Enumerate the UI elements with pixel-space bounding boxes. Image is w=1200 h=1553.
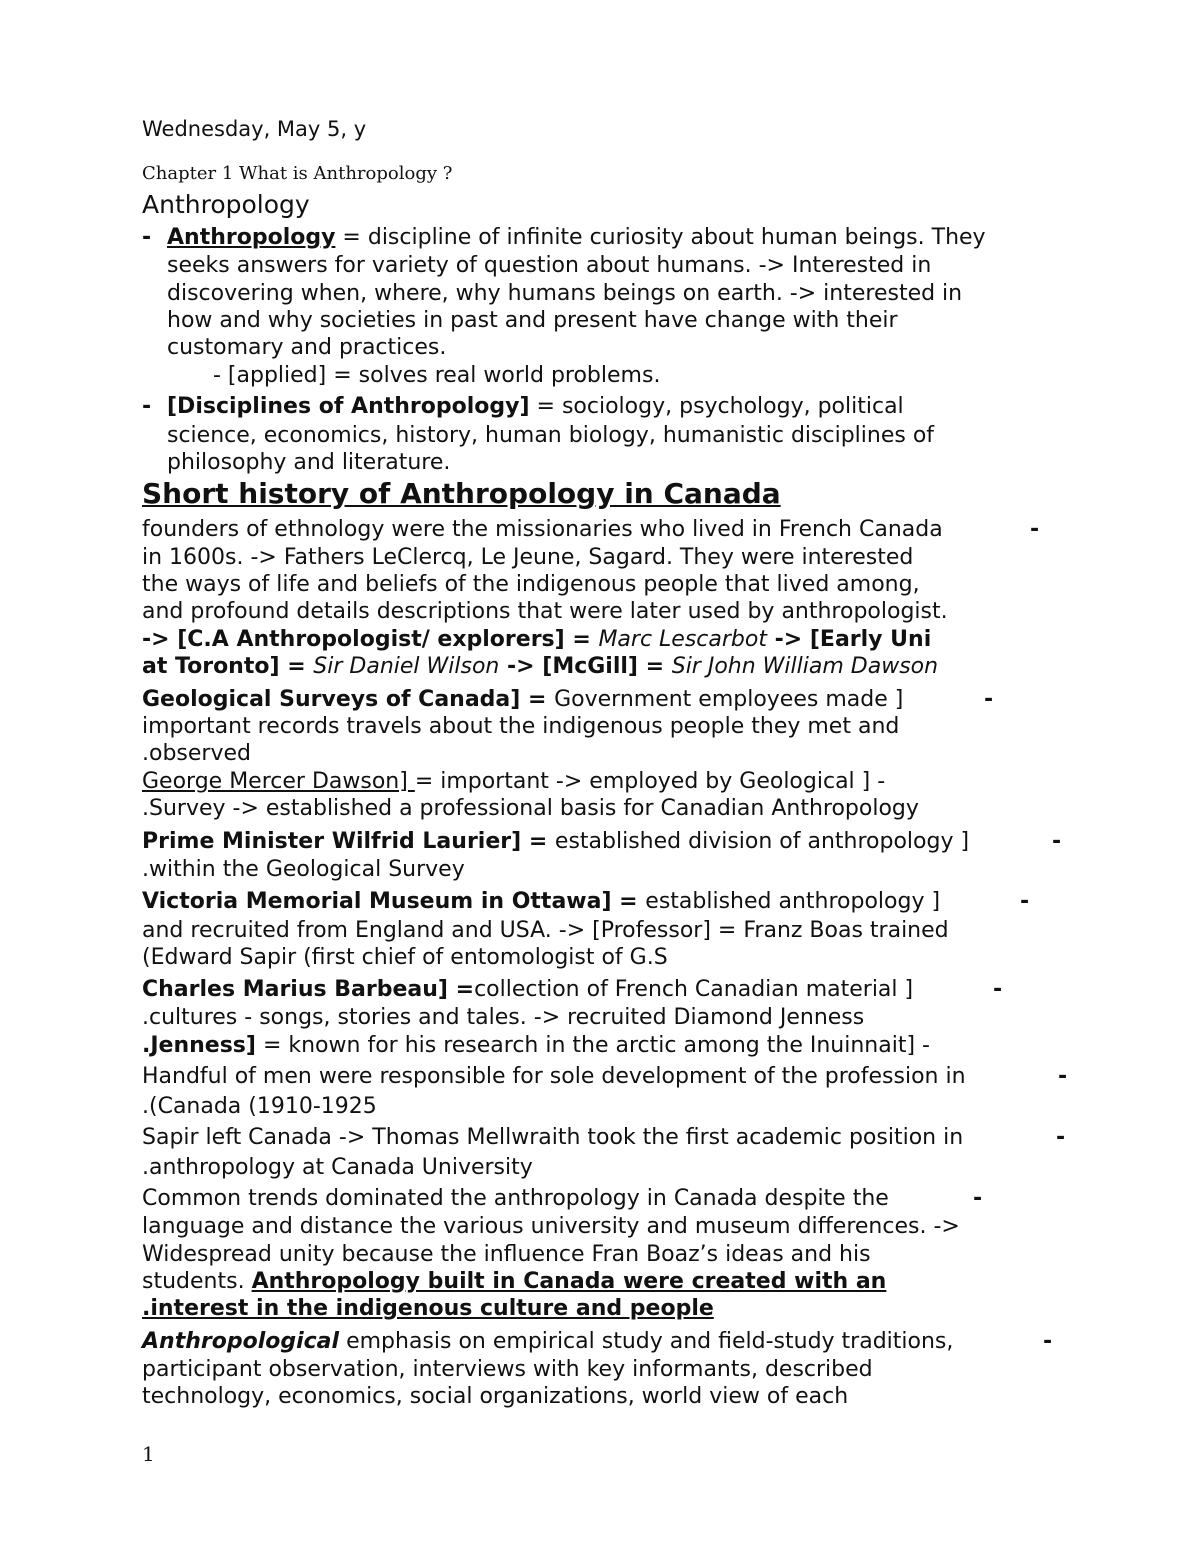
- text-line: in 1600s. -> Fathers LeClercq, Le Jeune, Sagard. They were interested: [142, 545, 914, 570]
- text-line: Handful of men were responsible for sole development of the profession in: [142, 1064, 966, 1089]
- page-number: 1: [142, 1442, 155, 1466]
- text-line: how and why societies in past and present have change with their: [167, 308, 898, 333]
- text-line: language and distance the various university and museum differences. ->: [142, 1214, 960, 1239]
- text-line: Geological Surveys of Canada] = Government employees made ]: [142, 687, 904, 712]
- text-line: .Survey -> established a professional basis for Canadian Anthropology: [142, 796, 919, 821]
- text-line: seeks answers for variety of question about humans. -> Interested in: [167, 253, 932, 278]
- text-line: -> [C.A Anthropologist/ explorers] = Marc Lescarbot -> [Early Uni: [142, 627, 932, 652]
- section-heading: Anthropology: [142, 190, 310, 219]
- text-line: .(Canada (1910-1925: [142, 1094, 377, 1119]
- text-line: Anthropology = discipline of infinite curiosity about human beings. They: [167, 225, 986, 250]
- text-line: and profound details descriptions that were later used by anthropologist.: [142, 599, 948, 624]
- text-line: technology, economics, social organizations, world view of each: [142, 1384, 849, 1409]
- text-line: George Mercer Dawson] = important -> employed by Geological ] -: [142, 769, 886, 794]
- term-disciplines: [Disciplines of Anthropology]: [167, 394, 530, 419]
- bullet-marker: -: [984, 687, 994, 712]
- text-line: [Disciplines of Anthropology] = sociology, psychology, political: [167, 394, 904, 419]
- text-line: .within the Geological Survey: [142, 857, 465, 882]
- bullet-marker: -: [993, 977, 1003, 1002]
- bullet-marker: -: [1052, 829, 1062, 854]
- emphasis-statement: .interest in the indigenous culture and people: [142, 1296, 714, 1321]
- text-line: and recruited from England and USA. -> [Professor] = Franz Boas trained: [142, 918, 949, 943]
- text-line: Prime Minister Wilfrid Laurier] = established division of anthropology ]: [142, 829, 970, 854]
- text-line: .Jenness] = known for his research in the arctic among the Inuinnait] -: [142, 1033, 930, 1058]
- chapter-title: Chapter 1 What is Anthropology ?: [142, 163, 453, 184]
- term-anthropology: Anthropology: [167, 225, 336, 250]
- text-line: Common trends dominated the anthropology in Canada despite the: [142, 1186, 889, 1211]
- text-line: customary and practices.: [167, 335, 447, 360]
- text-line: Charles Marius Barbeau] =collection of French Canadian material ]: [142, 977, 914, 1002]
- bullet-marker: -: [1056, 1125, 1066, 1150]
- text-line: .cultures - songs, stories and tales. -> recruited Diamond Jenness: [142, 1005, 865, 1030]
- text-line: Victoria Memorial Museum in Ottawa] = established anthropology ]: [142, 889, 941, 914]
- sub-bullet: - [applied] = solves real world problems.: [213, 363, 661, 388]
- text-line: (Edward Sapir (first chief of entomologist of G.S: [142, 945, 668, 970]
- text-line: important records travels about the indigenous people they met and: [142, 714, 900, 739]
- bullet-marker: -: [1058, 1064, 1068, 1089]
- text-line: participant observation, interviews with key informants, described: [142, 1357, 873, 1382]
- text-line: science, economics, history, human biology, humanistic disciplines of: [167, 423, 935, 448]
- text-line: Widespread unity because the influence Fran Boaz’s ideas and his: [142, 1242, 871, 1267]
- emphasis-statement: Anthropology built in Canada were created with an: [251, 1269, 887, 1294]
- bullet-marker: -: [1020, 889, 1030, 914]
- text-line: Anthropological emphasis on empirical study and field-study traditions,: [142, 1329, 954, 1354]
- text-line: students. Anthropology built in Canada were created with an: [142, 1269, 887, 1294]
- text-line: Sapir left Canada -> Thomas Mellwraith took the first academic position in: [142, 1125, 964, 1150]
- text-line: discovering when, where, why humans beings on earth. -> interested in: [167, 281, 963, 306]
- bullet-marker: -: [142, 394, 152, 419]
- document-date: Wednesday, May 5, y: [142, 117, 367, 141]
- text-line: philosophy and literature.: [167, 450, 451, 475]
- bullet-marker: -: [142, 225, 152, 250]
- text-line: founders of ethnology were the missionaries who lived in French Canada: [142, 517, 943, 542]
- bullet-marker: -: [1043, 1329, 1053, 1354]
- text-line: at Toronto] = Sir Daniel Wilson -> [McGill] = Sir John William Dawson: [142, 654, 939, 679]
- bullet-marker: -: [973, 1186, 983, 1211]
- bullet-marker: -: [1030, 517, 1040, 542]
- text-line: the ways of life and beliefs of the indigenous people that lived among,: [142, 572, 920, 597]
- text-line: .observed: [142, 741, 251, 766]
- text-line: .anthropology at Canada University: [142, 1155, 533, 1180]
- history-heading: Short history of Anthropology in Canada: [142, 477, 781, 510]
